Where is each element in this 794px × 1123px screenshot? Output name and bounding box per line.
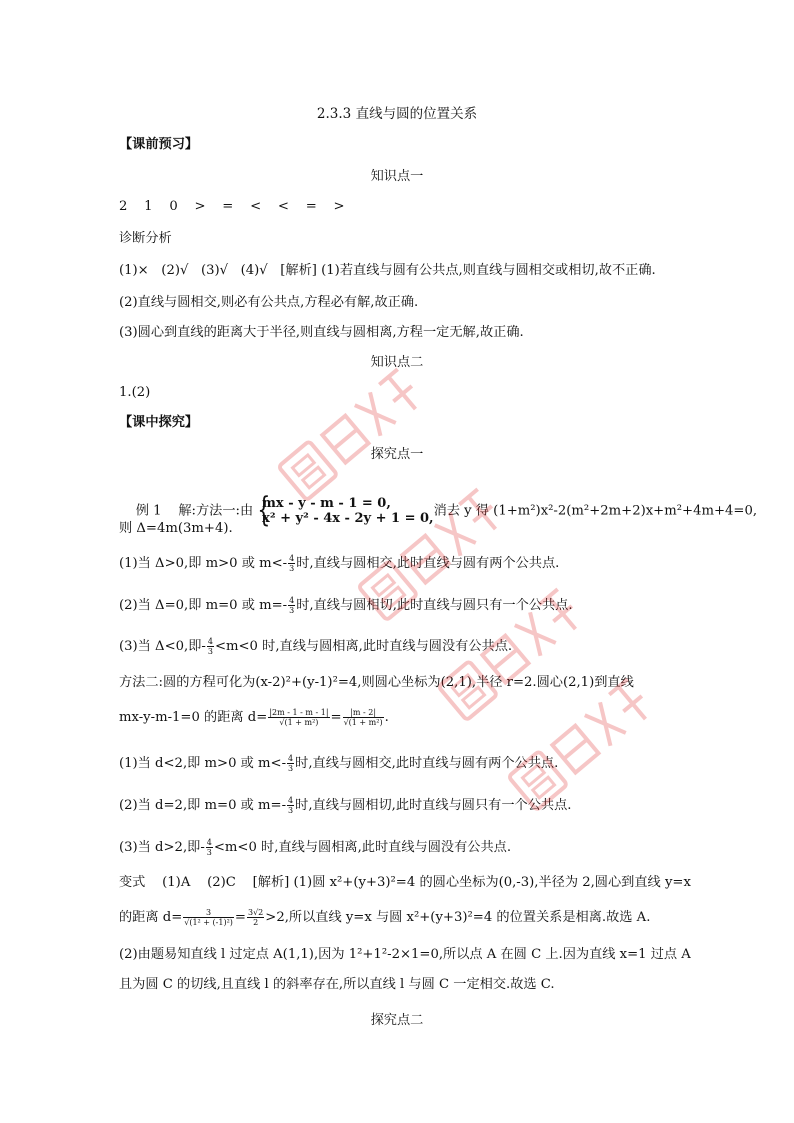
equation-system: { mx - y - m - 1 = 0, x² + y² - 4x - 2y + 1 = 0, [257,490,434,530]
equals-sign: = [234,910,246,925]
equals-sign: = [330,710,342,725]
variant-line2 [119,908,679,927]
method2-line1: 方法二:圆的方程可化为(x-2)²+(y-1)²=4,则圆心坐标为(2,1),半径 r=2.圆心(2,1)到直线 [119,675,634,690]
m2-case1 [119,754,679,773]
m1-case2-a: (2)当 Δ=0,即 m=0 或 m=- [119,598,288,613]
equation-1: mx - y - m - 1 = 0, [262,496,391,511]
fraction-4-3: $\frac{4}{3}$ [206,838,212,857]
m1-case3-a: (3)当 Δ<0,即- [119,639,206,654]
variant-fraction-2: $\frac{3√2}{2}$ [247,908,264,927]
variant-distance-label: 的距离 d= [119,910,183,925]
fraction-4-3: $\frac{4}{3}$ [289,596,295,615]
diag-line-1: (1)× (2)√ (3)√ (4)√ [解析] (1)若直线与圆有公共点,则直线与圆相交或相切,故不正确. [119,263,656,278]
m2-case3-a: (3)当 d>2,即- [119,840,205,855]
heading-ep2: 探究点二 [370,1013,424,1028]
m2-case2-a: (2)当 d=2,即 m=0 或 m=- [119,798,287,813]
fraction-4-3: $\frac{4}{3}$ [207,637,213,656]
m1-case1-a: (1)当 Δ>0,即 m>0 或 m<- [119,556,288,571]
example1-lead: 例 1 解:方法一:由 [135,503,254,519]
m1-case3-b: <m<0 时,直线与圆相离,此时直线与圆没有公共点. [214,639,513,654]
m1-case1-b: 时,直线与圆相交,此时直线与圆有两个公共点. [296,556,560,571]
variant-line2-b: >2,所以直线 y=x 与圆 x²+(y+3)²=4 的位置关系是相离.故选 A. [265,910,651,925]
m2-case2 [119,796,679,815]
variant-line1: 变式 (1)A (2)C [解析] (1)圆 x²+(y+3)²=4 的圆心坐标为(0,-3),半径为 2,圆心到直线 y=x [119,875,691,890]
heading-ep1: 探究点一 [370,447,424,462]
diag-title: 诊断分析 [119,231,172,246]
variant-fraction-1: $\frac{3}{\text{√(1² + (-1)²)}}$ [184,908,233,927]
heading-kp1: 知识点一 [370,169,424,184]
diag-line-3: (3)圆心到直线的距离大于半径,则直线与圆相离,方程一定无解,故正确. [119,325,524,340]
kp1-answers: 2 1 0 > = < < = > [119,199,345,214]
m1-case2 [119,596,679,615]
m2-case1-a: (1)当 d<2,即 m>0 或 m<- [119,756,287,771]
fraction-4-3: $\frac{4}{3}$ [289,554,295,573]
distance-fraction-2: $\frac{|m - 2|}{\text{√(1 + m²)}}$ [343,708,383,727]
m1-case2-b: 时,直线与圆相切,此时直线与圆只有一个公共点. [296,598,573,613]
section-explore: 【课中探究】 [119,415,199,430]
section-preview: 【课前预习】 [119,137,199,152]
delta-line: 则 Δ=4m(3m+4). [119,521,233,536]
method2-line2 [119,708,679,727]
variant-line4: 且为圆 C 的切线,且直线 l 的斜率存在,所以直线 l 与圆 C 一定相交.故选 C. [119,977,555,992]
method2-distance-label: mx-y-m-1=0 的距离 d= [119,710,268,725]
diag-line-2: (2)直线与圆相交,则必有公共点,方程必有解,故正确. [119,295,419,310]
fraction-4-3: $\frac{4}{3}$ [288,796,294,815]
variant-line3: (2)由题易知直线 l 过定点 A(1,1),因为 1²+1²-2×1=0,所以点 A 在圆 C 上.因为直线 x=1 过点 A [119,947,691,962]
period: . [384,710,389,725]
equation-2: x² + y² - 4x - 2y + 1 = 0, [262,511,434,526]
fraction-4-3: $\frac{4}{3}$ [288,754,294,773]
m2-case3-b: <m<0 时,直线与圆相离,此时直线与圆没有公共点. [213,840,512,855]
m2-case3 [119,838,679,857]
example1-after: 消去 y 得 (1+m²)x²-2(m²+2m+2)x+m²+4m+4=0, [433,503,758,519]
m2-case1-b: 时,直线与圆相交,此时直线与圆有两个公共点. [295,756,559,771]
kp2-answer: 1.(2) [119,385,151,400]
page-title: 2.3.3 直线与圆的位置关系 [316,106,478,122]
m1-case3 [119,637,679,656]
m2-case2-b: 时,直线与圆相切,此时直线与圆只有一个公共点. [295,798,572,813]
heading-kp2: 知识点二 [370,355,424,370]
m1-case1 [119,554,679,573]
distance-fraction-1: $\frac{|2m - 1 - m - 1|}{\text{√(1 + m²)}}$ [269,708,329,727]
